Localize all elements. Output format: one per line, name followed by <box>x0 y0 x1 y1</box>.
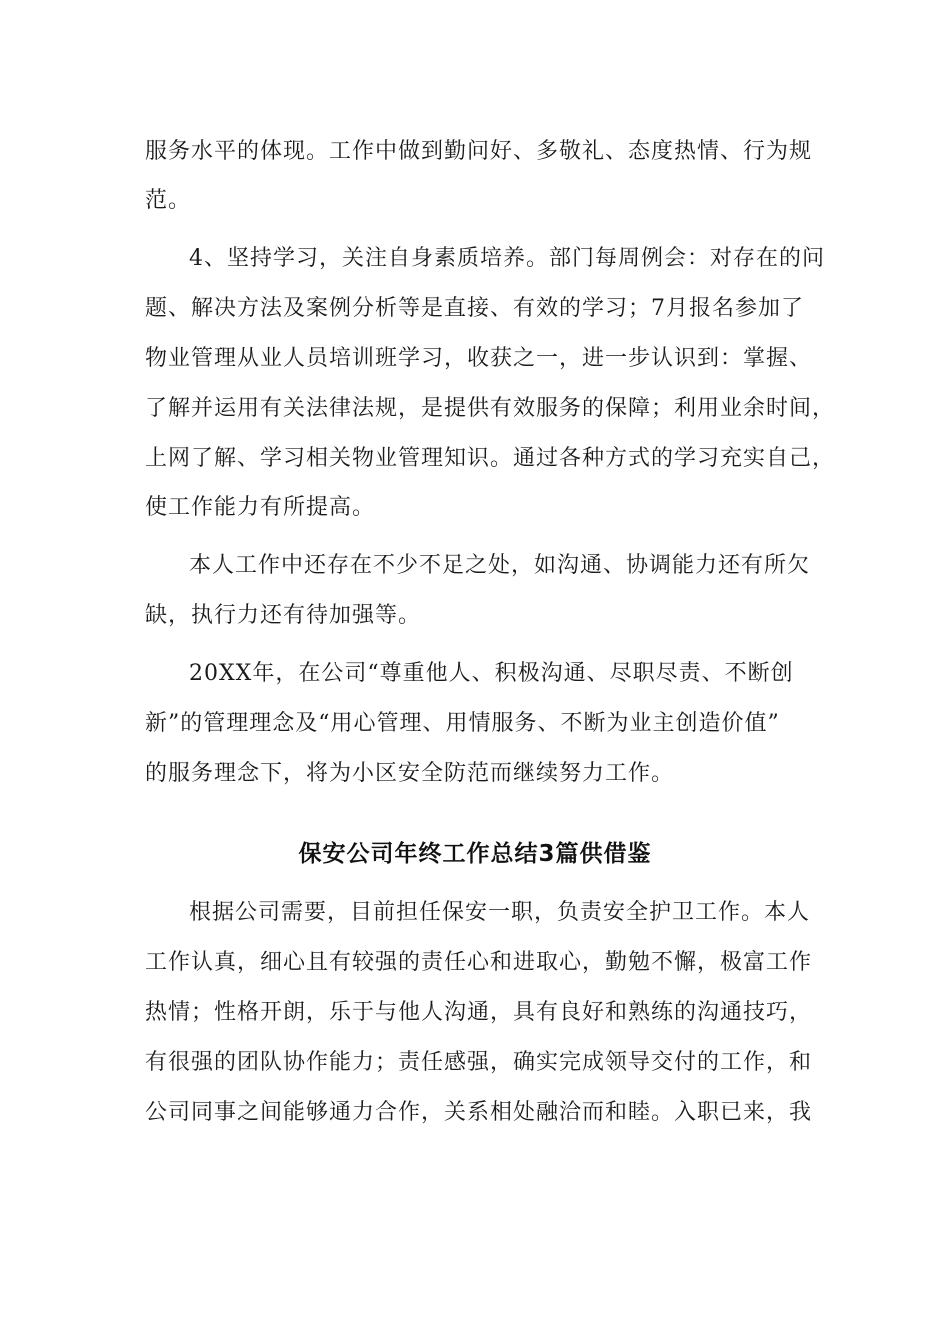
text-line: 公司同事之间能够通力合作，关系相处融洽而和睦。入职已来，我 <box>145 1100 813 1125</box>
text-line: 新”的管理理念及“用心管理、用情服务、不断为业主创造价值” <box>145 711 780 736</box>
text-line: 20XX年，在公司“尊重他人、积极沟通、尽职尽责、不断创 <box>189 661 794 686</box>
text-line: 工作认真，细心且有较强的责任心和进取心，勤勉不懈，极富工作 <box>145 950 813 975</box>
text-line: 使工作能力有所提高。 <box>145 495 376 520</box>
text-line: 题、解决方法及案例分析等是直接、有效的学习；7月报名参加了 <box>145 296 804 321</box>
text-line: 上网了解、学习相关物业管理知识。通过各种方式的学习充实自己， <box>145 446 836 471</box>
text-line: 有很强的团队协作能力；责任感强，确实完成领导交付的工作，和 <box>145 1050 813 1075</box>
text-line: 服务水平的体现。工作中做到勤问好、多敬礼、态度热情、行为规 <box>145 139 813 164</box>
text-line: 本人工作中还存在不少不足之处，如沟通、协调能力还有所欠 <box>189 553 811 578</box>
text-line: 了解并运用有关法律法规，是提供有效服务的保障；利用业余时间， <box>145 396 836 421</box>
text-line: 物业管理从业人员培训班学习，收获之一，进一步认识到：掌握、 <box>145 346 813 371</box>
text-line: 的服务理念下，将为小区安全防范而继续努力工作。 <box>145 761 675 786</box>
text-line: 范。 <box>145 188 192 213</box>
text-line: 热情；性格开朗，乐于与他人沟通，具有良好和熟练的沟通技巧， <box>145 1000 813 1025</box>
text-line: 缺，执行力还有待加强等。 <box>145 603 422 628</box>
text-line: 4、坚持学习，关注自身素质培养。部门每周例会：对存在的问 <box>189 246 825 271</box>
section-heading: 保安公司年终工作总结3篇供借鉴 <box>298 841 652 867</box>
text-line: 根据公司需要，目前担任保安一职，负责安全护卫工作。本人 <box>189 900 811 925</box>
